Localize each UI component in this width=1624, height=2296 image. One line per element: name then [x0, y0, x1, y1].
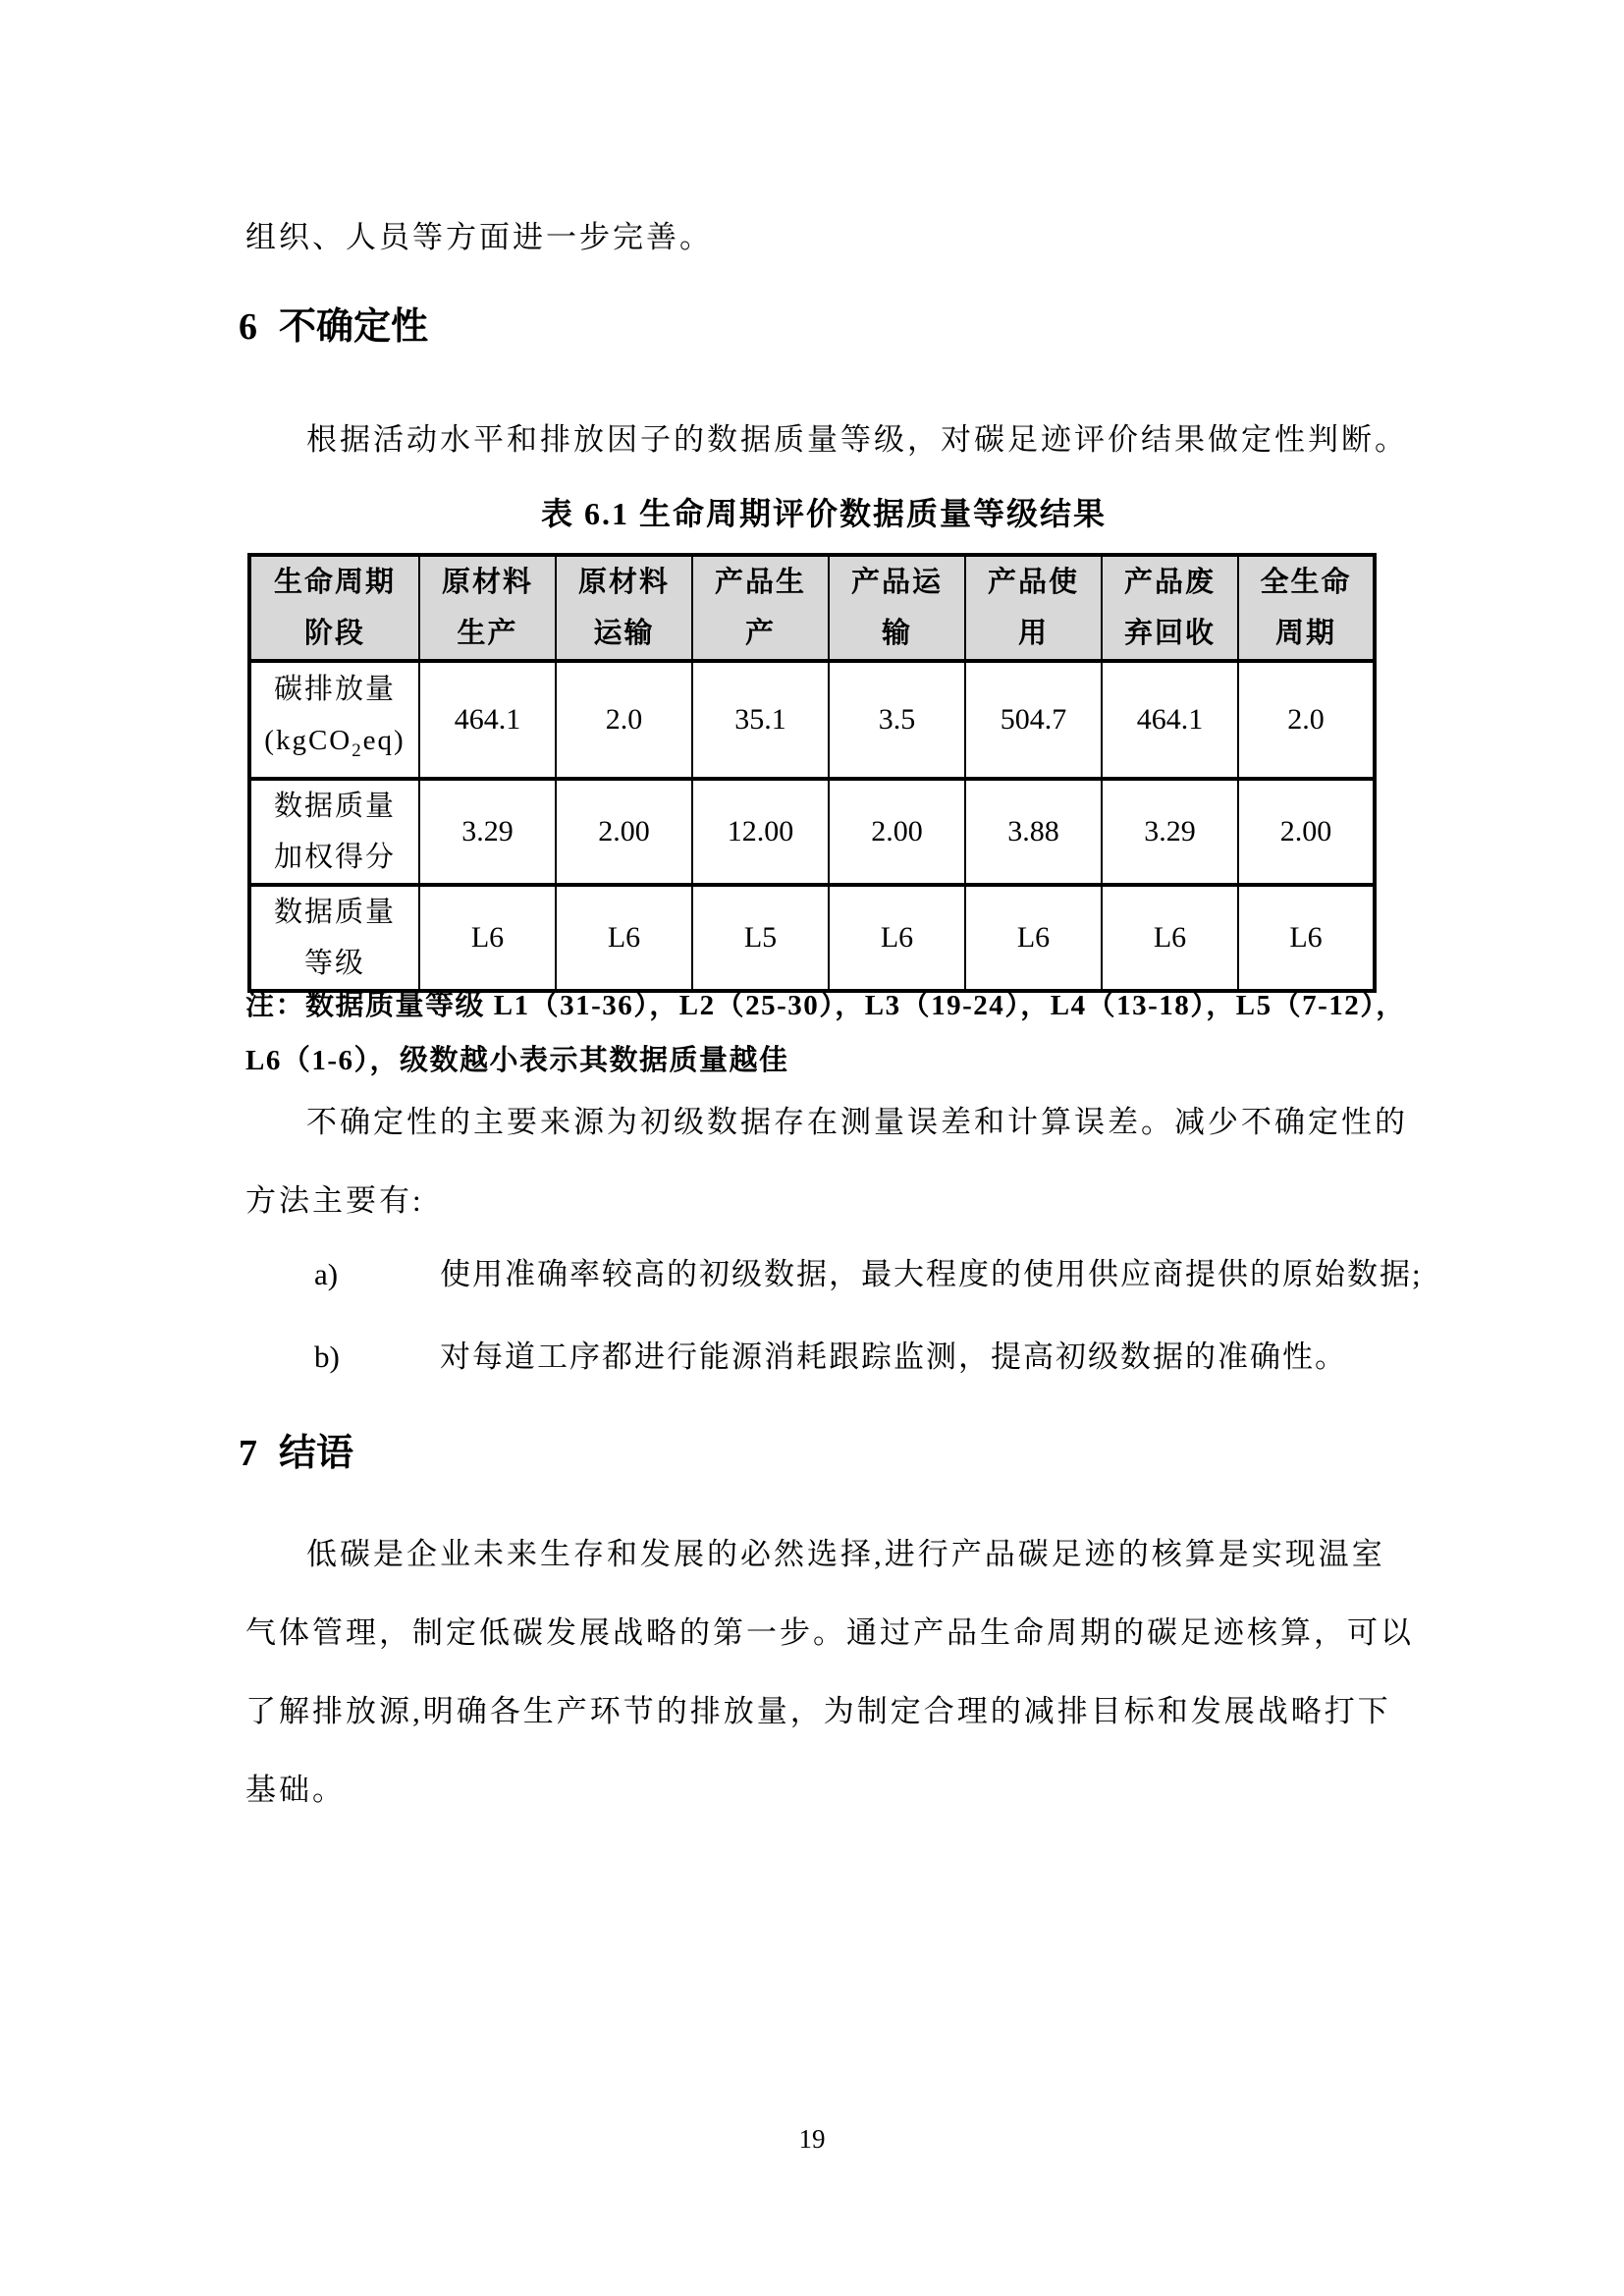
table-cell: 464.1	[419, 661, 556, 779]
paragraph-tail: 组织、人员等方面进一步完善。	[245, 220, 713, 254]
table-note-line: L6（1-6），级数越小表示其数据质量越佳	[245, 1045, 789, 1076]
conclusion-paragraph	[0, 1515, 1624, 1830]
paragraph-line: 方法主要有:	[245, 1183, 424, 1218]
table-cell: L6	[1102, 885, 1238, 991]
table-cell: 3.29	[1102, 779, 1238, 885]
paragraph-line: 低碳是企业未来生存和发展的必然选择,进行产品碳足迹的核算是实现温室	[306, 1537, 1385, 1571]
table-note-line: 注：数据质量等级 L1（31-36），L2（25-30），L3（19-24），L4（13-18），L5（7-12），	[245, 990, 1406, 1021]
table-cell: 2.00	[829, 779, 965, 885]
row-label-quality-score: 数据质量 加权得分	[249, 779, 419, 885]
table-cell: 2.00	[1238, 779, 1375, 885]
table-header-row	[249, 555, 1375, 661]
section-7-number: 7	[239, 1433, 257, 1474]
table-cell: 3.88	[965, 779, 1102, 885]
row-label-quality-grade: 数据质量 等级	[249, 885, 419, 991]
table-cell: 3.29	[419, 779, 556, 885]
paragraph-line: 基础。	[245, 1773, 346, 1807]
data-quality-table	[247, 553, 1377, 993]
row-label-carbon-emissions: 碳排放量 (kgCO$_2$eq)	[249, 661, 419, 779]
header-cell-full-lifecycle: 全生命 周期	[1238, 555, 1375, 661]
table-caption: 表 6.1 生命周期评价数据质量等级结果	[540, 496, 1107, 531]
paragraph-line: 不确定性的主要来源为初级数据存在测量误差和计算误差。减少不确定性的	[306, 1105, 1408, 1139]
table-row-quality-score	[249, 779, 1375, 885]
table-cell: 504.7	[965, 661, 1102, 779]
header-cell-product-transport: 产品运 输	[829, 555, 965, 661]
table-cell: 12.00	[692, 779, 829, 885]
table-cell: 464.1	[1102, 661, 1238, 779]
header-cell-raw-material-production: 原材料 生产	[419, 555, 556, 661]
header-cell-product-production: 产品生 产	[692, 555, 829, 661]
list-item-a	[314, 1235, 1423, 1314]
page-number: 19	[798, 2124, 826, 2154]
header-cell-raw-material-transport: 原材料 运输	[556, 555, 692, 661]
list-marker-b: b)	[314, 1339, 340, 1374]
header-cell-product-use: 产品使 用	[965, 555, 1102, 661]
section-7-heading	[239, 1424, 353, 1483]
table-cell: L6	[965, 885, 1102, 991]
table-cell: 2.00	[556, 779, 692, 885]
table-note	[245, 978, 1414, 1088]
paragraph-line: 了解排放源,明确各生产环节的排放量，为制定合理的减排目标和发展战略打下	[245, 1694, 1391, 1728]
paragraph-line: 气体管理，制定低碳发展战略的第一步。通过产品生命周期的碳足迹核算，可以	[245, 1615, 1414, 1650]
section-6-paragraph: 根据活动水平和排放因子的数据质量等级，对碳足迹评价结果做定性判断。	[306, 422, 1408, 457]
header-cell-product-disposal: 产品废 弃回收	[1102, 555, 1238, 661]
table-cell: L6	[556, 885, 692, 991]
table-cell: L6	[829, 885, 965, 991]
list-item-b	[314, 1318, 1347, 1396]
section-6-title: 不确定性	[279, 306, 429, 348]
list-text-a: 使用准确率较高的初级数据，最大程度的使用供应商提供的原始数据;	[440, 1257, 1423, 1291]
table-cell: 3.5	[829, 661, 965, 779]
table-row-quality-grade	[249, 885, 1375, 991]
table-cell: 35.1	[692, 661, 829, 779]
uncertainty-paragraph	[0, 1083, 1624, 1240]
table-cell: L6	[419, 885, 556, 991]
table-cell: 2.0	[1238, 661, 1375, 779]
row-label-unit: (kgCO$_2$eq)	[264, 724, 406, 761]
table-row-carbon-emissions	[249, 661, 1375, 779]
header-cell-stage: 生命周期 阶段	[249, 555, 419, 661]
list-text-b: 对每道工序都进行能源消耗跟踪监测，提高初级数据的准确性。	[440, 1339, 1347, 1374]
section-7-title: 结语	[279, 1433, 354, 1474]
table-cell: 2.0	[556, 661, 692, 779]
table-cell: L5	[692, 885, 829, 991]
section-6-heading	[239, 298, 428, 356]
list-marker-a: a)	[314, 1257, 339, 1291]
section-6-number: 6	[239, 306, 257, 348]
table-cell: L6	[1238, 885, 1375, 991]
